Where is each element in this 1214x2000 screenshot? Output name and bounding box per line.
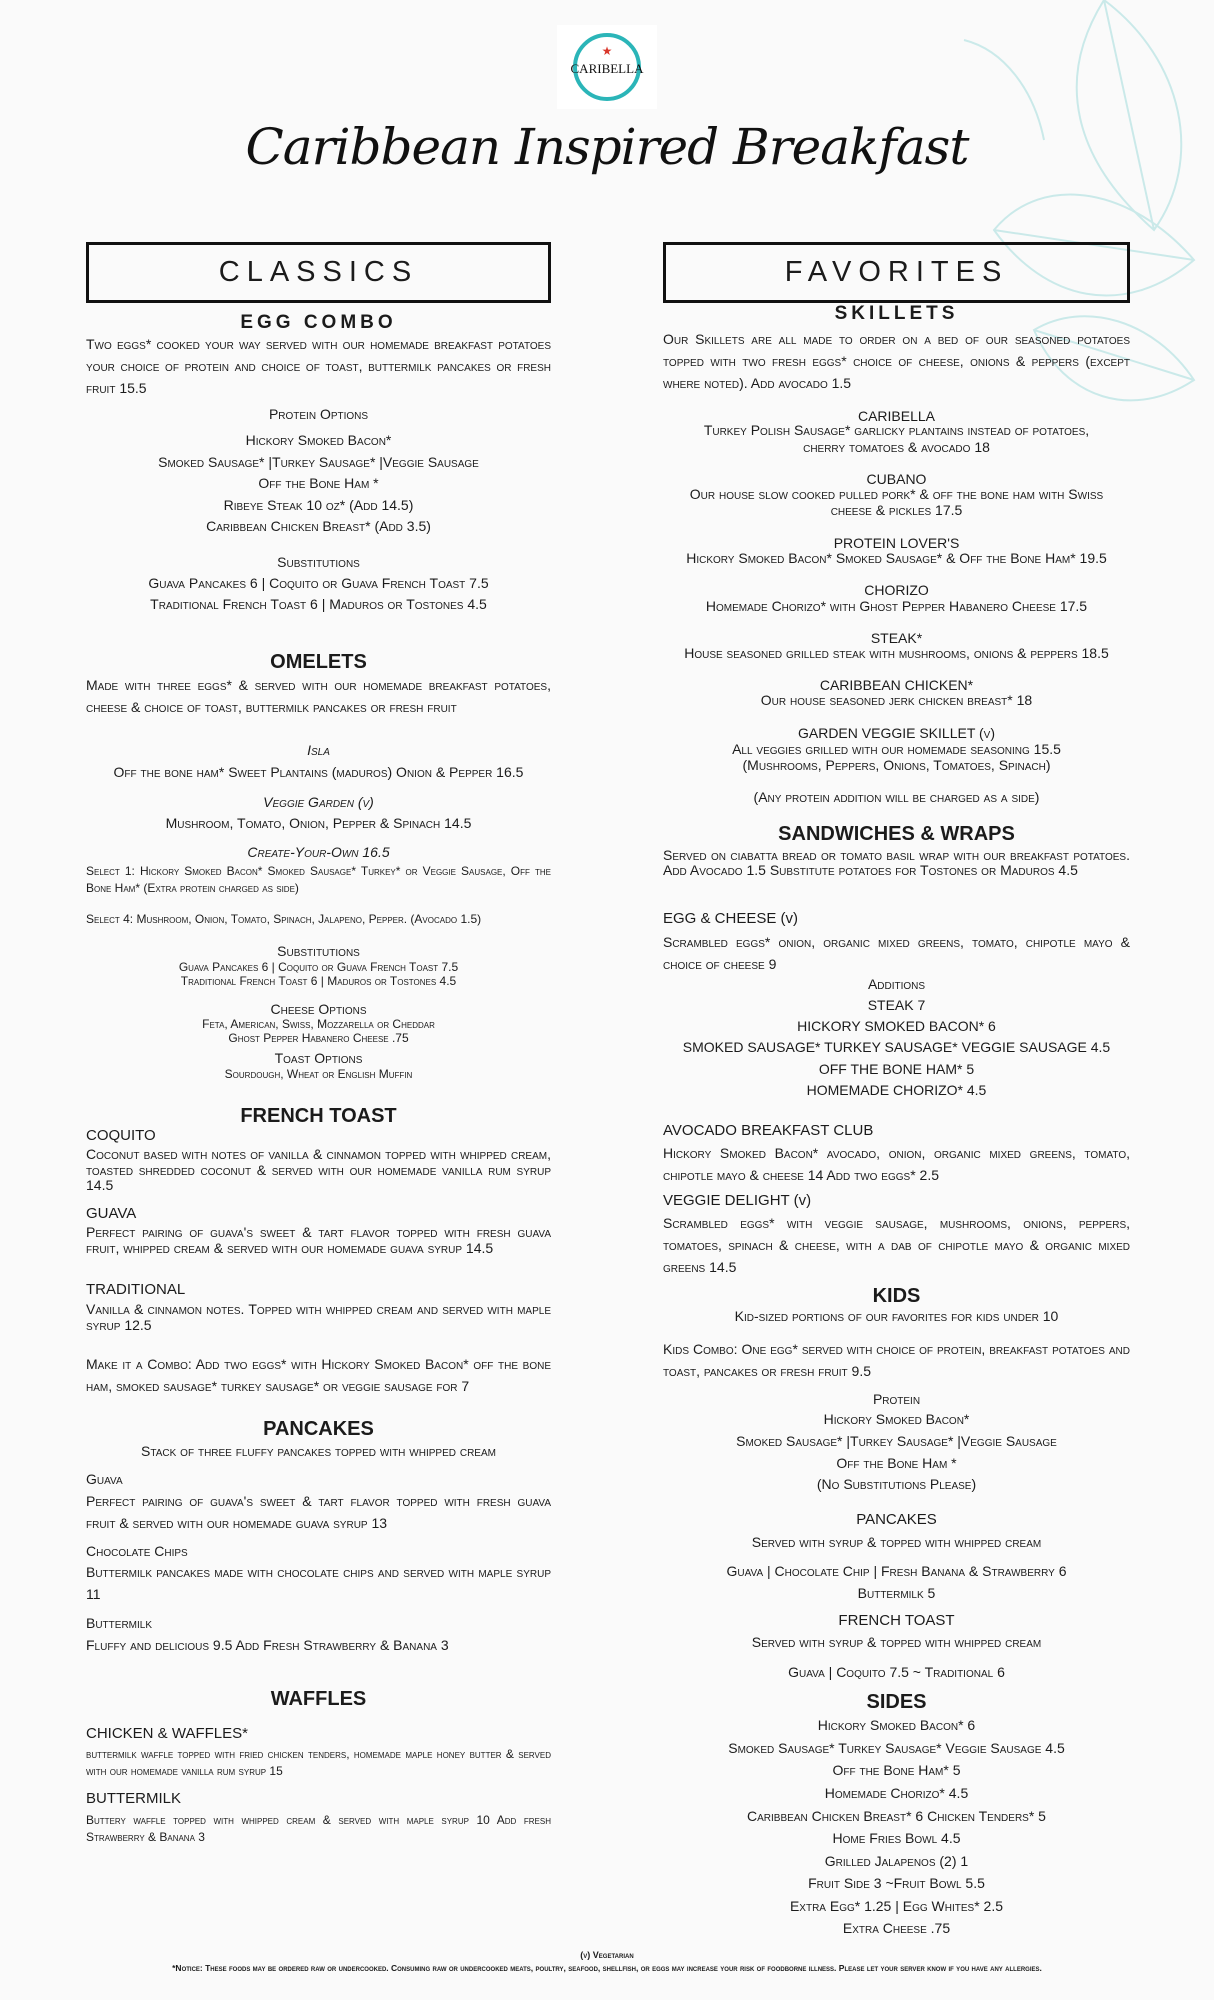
sandwich-description: Scrambled eggs* with veggie sausage, mushrooms, onions, peppers, tomatoes, spinach & cheese, with a dab of chipotle mayo & organic mixed greens 14.5 xyxy=(663,1215,1131,1275)
waffle-name: BUTTERMILK xyxy=(86,1790,182,1807)
svg-text:CARIBELLA: CARIBELLA xyxy=(570,61,644,76)
create-select-4: Select 4: Mushroom, Onion, Tomato, Spinach, Jalapeno, Pepper. (Avocado 1.5) xyxy=(86,912,482,926)
cheese-option: Feta, American, Swiss, Mozzarella or Cheddar xyxy=(202,1017,435,1031)
skillet-name: STEAK* xyxy=(870,630,923,646)
caribella-logo xyxy=(557,25,657,109)
kids-protein: Off the Bone Ham * xyxy=(836,1455,957,1471)
skillet-note: (Any protein addition will be charged as a side) xyxy=(753,789,1040,805)
protein-option: Hickory Smoked Bacon* xyxy=(245,432,392,448)
side-item: Off the Bone Ham* 5 xyxy=(832,1762,961,1778)
side-item: Extra Egg* 1.25 | Egg Whites* 2.5 xyxy=(789,1898,1004,1914)
skillet-description: cherry tomatoes & avocado 18 xyxy=(803,439,990,455)
skillets-heading: SKILLETS xyxy=(834,303,959,324)
omelet-name: Veggie Garden (v) xyxy=(263,794,374,810)
omelet-description: Off the bone ham* Sweet Plantains (maduros) Onion & Pepper 16.5 xyxy=(113,764,524,780)
skillet-description: cheese & pickles 17.5 xyxy=(830,502,963,518)
sandwich-description: Hickory Smoked Bacon* avocado, onion, organic mixed greens, tomato, chipotle mayo & cheese 14 Add two eggs* 2.5 xyxy=(663,1145,1130,1183)
side-item: Grilled Jalapenos (2) 1 xyxy=(824,1853,969,1869)
favorites-heading: FAVORITES xyxy=(663,242,1130,303)
addition-item: OFF THE BONE HAM* 5 xyxy=(818,1061,975,1077)
skillet-name: CUBANO xyxy=(866,471,927,487)
pancakes-heading: PANCAKES xyxy=(263,1418,374,1440)
svg-text:★: ★ xyxy=(601,44,613,58)
kids-french-toast-options: Guava | Coquito 7.5 ~ Traditional 6 xyxy=(788,1664,1005,1680)
protein-option: Caribbean Chicken Breast* (Add 3.5) xyxy=(206,518,431,534)
egg-combo-heading: EGG COMBO xyxy=(240,312,397,333)
skillet-description: (Mushrooms, Peppers, Onions, Tomatoes, Spinach) xyxy=(742,757,1051,773)
menu-title: Caribbean Inspired Breakfast xyxy=(245,118,969,176)
protein-option: Smoked Sausage* |Turkey Sausage* |Veggie Sausage xyxy=(158,454,479,470)
kids-heading: KIDS xyxy=(872,1285,921,1307)
skillet-description: Hickory Smoked Bacon* Smoked Sausage* & Off the Bone Ham* 19.5 xyxy=(686,550,1107,566)
kids-protein: Smoked Sausage* |Turkey Sausage* |Veggie Sausage xyxy=(736,1433,1057,1449)
sides-heading: SIDES xyxy=(866,1691,927,1713)
toast-options: Sourdough, Wheat or English Muffin xyxy=(224,1067,413,1081)
skillet-name: CARIBELLA xyxy=(857,408,936,424)
kids-protein-label: Protein xyxy=(872,1391,921,1407)
skillet-name: PROTEIN LOVER'S xyxy=(833,535,960,551)
side-item: Smoked Sausage* Turkey Sausage* Veggie Sausage 4.5 xyxy=(728,1740,1065,1756)
skillet-name: GARDEN VEGGIE SKILLET (v) xyxy=(797,725,996,741)
pancake-name: Buttermilk xyxy=(86,1615,153,1631)
addition-item: SMOKED SAUSAGE* TURKEY SAUSAGE* VEGGIE SAUSAGE 4.5 xyxy=(682,1039,1111,1055)
pancake-description: Buttermilk pancakes made with chocolate chips and served with maple syrup 11 xyxy=(86,1564,551,1602)
kids-pancakes-options: Buttermilk 5 xyxy=(857,1585,936,1601)
side-item: Caribbean Chicken Breast* 6 Chicken Tenders* 5 xyxy=(747,1808,1046,1824)
french-toast-description: Vanilla & cinnamon notes. Topped with whipped cream and served with maple syrup 12.5 xyxy=(86,1301,551,1333)
sandwiches-heading: SANDWICHES & WRAPS xyxy=(778,823,1015,845)
kids-pancakes-name: PANCAKES xyxy=(856,1511,937,1528)
pancakes-subtitle: Stack of three fluffy pancakes topped with whipped cream xyxy=(141,1443,496,1459)
kids-combo: Kids Combo: One egg* served with choice of protein, breakfast potatoes and toast, pancakes or fresh fruit 9.5 xyxy=(663,1341,1130,1379)
substitution-line: Guava Pancakes 6 | Coquito or Guava French Toast 7.5 xyxy=(178,960,459,974)
omelets-heading: OMELETS xyxy=(270,651,367,673)
substitution-line: Traditional French Toast 6 | Maduros or Tostones 4.5 xyxy=(180,974,457,988)
cheese-option: Ghost Pepper Habanero Cheese .75 xyxy=(228,1031,409,1045)
vegetarian-legend: (v) Vegetarian xyxy=(580,1950,634,1960)
substitution-line: Guava Pancakes 6 | Coquito or Guava French Toast 7.5 xyxy=(148,575,489,591)
skillet-name: CARIBBEAN CHICKEN* xyxy=(819,677,974,693)
french-toast-heading: FRENCH TOAST xyxy=(240,1105,397,1127)
waffle-description: Buttery waffle topped with whipped cream & served with maple syrup 10 Add fresh Strawberry & Banana 3 xyxy=(86,1813,552,1844)
waffle-description: buttermilk waffle topped with fried chicken tenders, homemade maple honey butter & served with our homemade vanilla rum syrup 15 xyxy=(86,1747,551,1778)
skillets-description: Our Skillets are all made to order on a bed of our seasoned potatoes topped with two fresh eggs* choice of cheese, onions & peppers (except where noted). Add avocado 1.5 xyxy=(663,331,1130,391)
side-item: Hickory Smoked Bacon* 6 xyxy=(817,1717,976,1733)
toast-options-label: Toast Options xyxy=(274,1050,363,1066)
sandwich-description: Scrambled eggs* onion, organic mixed greens, tomato, chipotle mayo & choice of cheese 9 xyxy=(663,934,1130,972)
additions-label: Additions xyxy=(867,976,926,992)
substitutions-label: Substitutions xyxy=(277,943,360,959)
raw-food-notice: *Notice: These foods may be ordered raw or undercooked. Consuming raw or undercooked meats, poultry, seafood, shellfish, or eggs may increase your risk of foodborne illness. Please let your server know if you have any allergies. xyxy=(172,1963,1042,1973)
skillet-description: Our house slow cooked pulled pork* & off the bone ham with Swiss xyxy=(689,486,1104,502)
side-item: Fruit Side 3 ~Fruit Bowl 5.5 xyxy=(808,1875,985,1891)
french-toast-name: COQUITO xyxy=(86,1127,156,1144)
protein-option: Ribeye Steak 10 oz* (Add 14.5) xyxy=(223,497,414,513)
pancake-name: Chocolate Chips xyxy=(86,1543,188,1559)
kids-pancakes-description: Served with syrup & topped with whipped cream xyxy=(751,1534,1042,1550)
kids-protein: Hickory Smoked Bacon* xyxy=(823,1411,970,1427)
substitution-line: Traditional French Toast 6 | Maduros or Tostones 4.5 xyxy=(150,596,487,612)
kids-pancakes-options: Guava | Chocolate Chip | Fresh Banana & Strawberry 6 xyxy=(726,1563,1067,1579)
kids-french-toast-name: FRENCH TOAST xyxy=(838,1612,955,1629)
addition-item: HOMEMADE CHORIZO* 4.5 xyxy=(806,1082,987,1098)
french-toast-name: TRADITIONAL xyxy=(86,1281,186,1298)
skillet-description: All veggies grilled with our homemade seasoning 15.5 xyxy=(732,741,1061,757)
combo-note: Make it a Combo: Add two eggs* with Hickory Smoked Bacon* off the bone ham, smoked sausage* turkey sausage* or veggie sausage for 7 xyxy=(86,1356,551,1394)
skillet-description: Our house seasoned jerk chicken breast* 18 xyxy=(760,692,1033,708)
french-toast-description: Coconut based with notes of vanilla & cinnamon topped with whipped cream, toasted shredded coconut & served with our homemade vanilla rum syrup 14.5 xyxy=(86,1146,551,1193)
cheese-options-label: Cheese Options xyxy=(270,1001,367,1017)
pancake-description: Perfect pairing of guava's sweet & tart flavor topped with fresh guava fruit & served with our homemade guava syrup 13 xyxy=(86,1493,551,1531)
french-toast-name: GUAVA xyxy=(86,1205,137,1222)
substitutions-label: Substitutions xyxy=(277,554,360,570)
skillet-description: House seasoned grilled steak with mushrooms, onions & peppers 18.5 xyxy=(684,645,1109,661)
create-your-own-name: Create-Your-Own 16.5 xyxy=(247,844,390,860)
protein-option: Off the Bone Ham * xyxy=(258,475,379,491)
french-toast-description: Perfect pairing of guava's sweet & tart flavor topped with fresh guava fruit, whipped cream & served with our homemade guava syrup 14.5 xyxy=(86,1224,551,1256)
skillet-description: Homemade Chorizo* with Ghost Pepper Habanero Cheese 17.5 xyxy=(705,598,1088,614)
protein-options-label: Protein Options xyxy=(268,406,369,422)
sandwich-name: VEGGIE DELIGHT (v) xyxy=(663,1192,812,1209)
kids-subtitle: Kid-sized portions of our favorites for kids under 10 xyxy=(734,1308,1059,1324)
side-item: Extra Cheese .75 xyxy=(842,1920,951,1936)
sandwiches-description: Served on ciabatta bread or tomato basil wrap with our breakfast potatoes. Add Avocado 1.5 Substitute potatoes for Tostones or Maduros 4.5 xyxy=(663,847,1130,878)
create-select-1: Select 1: Hickory Smoked Bacon* Smoked Sausage* Turkey* or Veggie Sausage, Off the Bone Ham* (Extra protein charged as side) xyxy=(86,864,551,895)
pancake-description: Fluffy and delicious 9.5 Add Fresh Strawberry & Banana 3 xyxy=(86,1637,449,1653)
sandwich-name: AVOCADO BREAKFAST CLUB xyxy=(663,1122,874,1139)
omelet-name: Isla xyxy=(307,742,330,758)
side-item: Homemade Chorizo* 4.5 xyxy=(824,1785,969,1801)
egg-combo-description: Two eggs* cooked your way served with our homemade breakfast potatoes your choice of protein and choice of toast, buttermilk pancakes or fresh fruit 15.5 xyxy=(86,336,551,396)
addition-item: STEAK 7 xyxy=(867,997,926,1013)
waffle-name: CHICKEN & WAFFLES* xyxy=(86,1725,248,1742)
addition-item: HICKORY SMOKED BACON* 6 xyxy=(797,1018,996,1034)
sandwich-name: EGG & CHEESE (v) xyxy=(663,910,799,927)
waffles-heading: WAFFLES xyxy=(270,1688,367,1710)
skillet-description: Turkey Polish Sausage* garlicky plantains instead of potatoes, xyxy=(703,422,1090,438)
omelet-description: Mushroom, Tomato, Onion, Pepper & Spinach 14.5 xyxy=(165,815,472,831)
omelets-description: Made with three eggs* & served with our homemade breakfast potatoes, cheese & choice of toast, buttermilk pancakes or fresh fruit xyxy=(86,677,551,715)
side-item: Home Fries Bowl 4.5 xyxy=(832,1830,961,1846)
kids-french-toast-description: Served with syrup & topped with whipped cream xyxy=(751,1634,1042,1650)
classics-heading: CLASSICS xyxy=(86,242,551,303)
kids-note: (No Substitutions Please) xyxy=(816,1476,977,1492)
pancake-name: Guava xyxy=(86,1471,123,1487)
skillet-name: CHORIZO xyxy=(864,582,929,598)
